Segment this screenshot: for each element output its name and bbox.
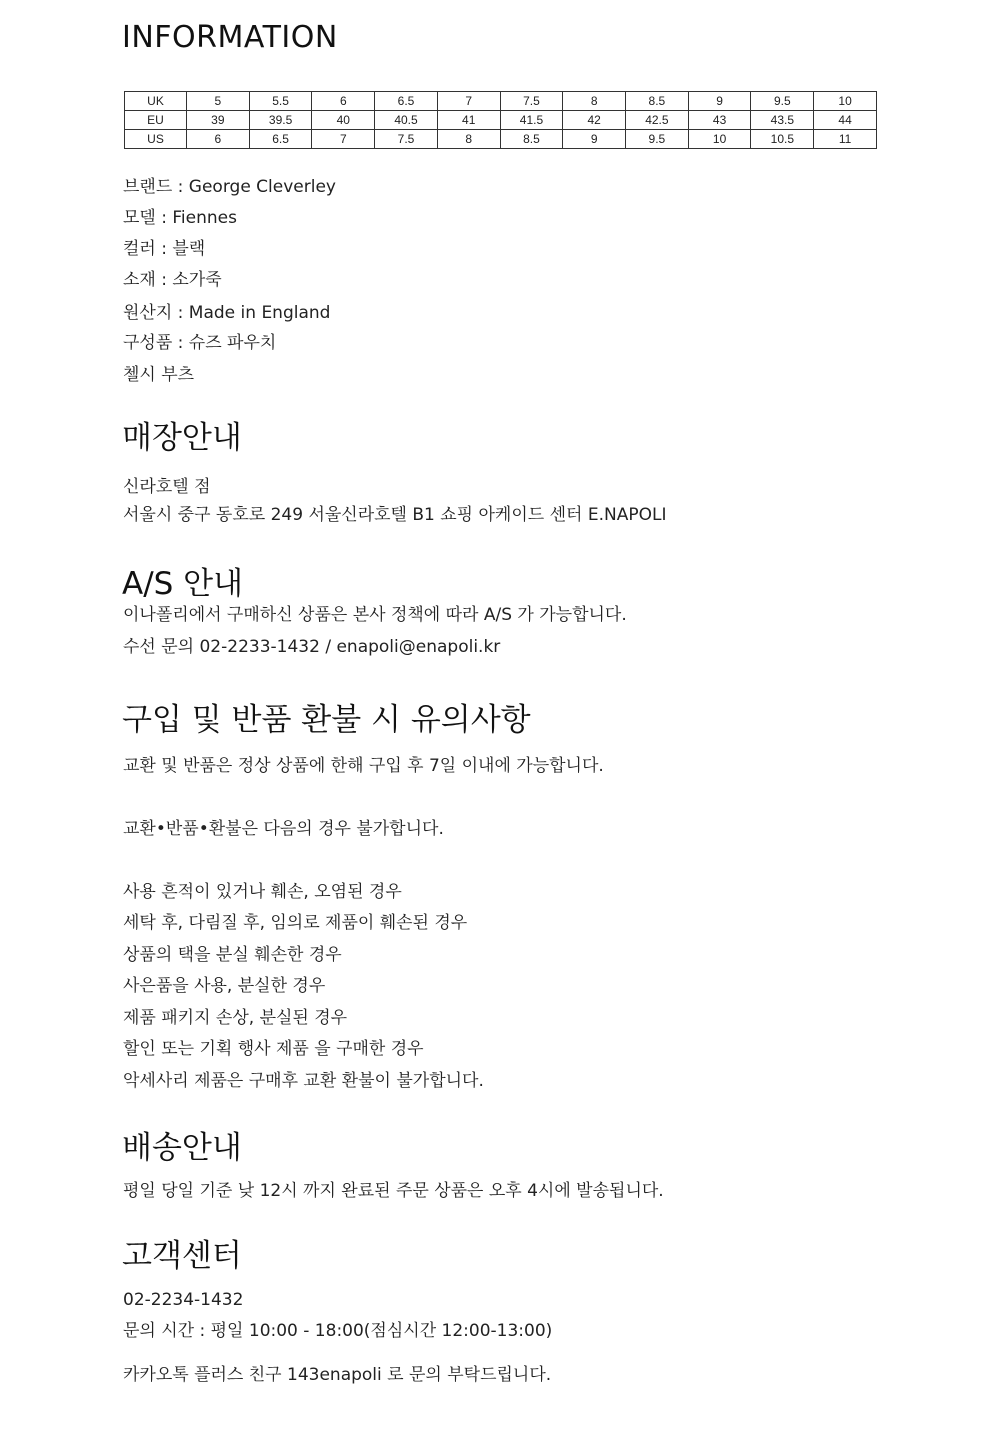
customer-kakao: 카카오톡 플러스 친구 143enapoli 로 문의 부탁드립니다. — [123, 1365, 552, 1385]
returns-case: 상품의 택을 분실 훼손한 경우 — [123, 945, 342, 965]
size-cell: 9 — [563, 130, 626, 149]
size-cell: 7.5 — [500, 92, 563, 111]
size-cell: 40.5 — [375, 111, 438, 130]
size-table — [124, 91, 877, 149]
shipping-text: 평일 당일 기준 낮 12시 까지 완료된 주문 상품은 오후 4시에 발송됩니다. — [123, 1181, 664, 1201]
returns-case: 제품 패키지 손상, 분실된 경우 — [123, 1008, 348, 1028]
size-cell: 10 — [814, 92, 877, 111]
size-cell: 6 — [187, 130, 250, 149]
size-cell: 9.5 — [626, 130, 689, 149]
size-cell: 7 — [312, 130, 375, 149]
size-cell: 44 — [814, 111, 877, 130]
size-cell: 8 — [563, 92, 626, 111]
size-row-label: EU — [125, 111, 187, 130]
detail-origin: 원산지 : Made in England — [123, 303, 331, 323]
size-row-eu — [125, 111, 877, 130]
returns-title: 구입 및 반품 환불 시 유의사항 — [122, 702, 531, 738]
size-row-us — [125, 130, 877, 149]
returns-case: 악세사리 제품은 구매후 교환 환불이 불가합니다. — [123, 1071, 484, 1091]
size-cell: 7 — [437, 92, 500, 111]
size-cell: 7.5 — [375, 130, 438, 149]
size-cell: 5 — [187, 92, 250, 111]
size-row-label: US — [125, 130, 187, 149]
size-cell: 10 — [688, 130, 751, 149]
size-cell: 43.5 — [751, 111, 814, 130]
size-cell: 41 — [437, 111, 500, 130]
store-address: 서울시 중구 동호로 249 서울신라호텔 B1 쇼핑 아케이드 센터 E.NAPOLI — [123, 505, 667, 525]
size-cell: 42 — [563, 111, 626, 130]
detail-type: 첼시 부츠 — [123, 365, 195, 385]
shipping-title: 배송안내 — [122, 1130, 242, 1166]
as-policy: 이나폴리에서 구매하신 상품은 본사 정책에 따라 A/S 가 가능합니다. — [123, 605, 627, 625]
detail-color: 컬러 : 블랙 — [123, 239, 206, 259]
customer-title: 고객센터 — [122, 1238, 242, 1274]
customer-hours: 문의 시간 : 평일 10:00 - 18:00(점심시간 12:00-13:00) — [123, 1321, 553, 1341]
returns-case: 사용 흔적이 있거나 훼손, 오염된 경우 — [123, 882, 402, 902]
returns-intro: 교환 및 반품은 정상 상품에 한해 구입 후 7일 이내에 가능합니다. — [123, 756, 604, 776]
as-title: A/S 안내 — [122, 566, 244, 602]
size-cell: 40 — [312, 111, 375, 130]
returns-case: 세탁 후, 다림질 후, 임의로 제품이 훼손된 경우 — [123, 913, 468, 933]
size-cell: 10.5 — [751, 130, 814, 149]
size-cell: 9.5 — [751, 92, 814, 111]
size-cell: 9 — [688, 92, 751, 111]
size-row-label: UK — [125, 92, 187, 111]
size-cell: 41.5 — [500, 111, 563, 130]
size-cell: 8 — [437, 130, 500, 149]
returns-case: 사은품을 사용, 분실한 경우 — [123, 976, 326, 996]
size-cell: 42.5 — [626, 111, 689, 130]
size-cell: 39.5 — [249, 111, 312, 130]
detail-material: 소재 : 소가죽 — [123, 270, 222, 290]
store-title: 매장안내 — [122, 420, 242, 456]
size-cell: 6.5 — [375, 92, 438, 111]
size-cell: 5.5 — [249, 92, 312, 111]
size-cell: 39 — [187, 111, 250, 130]
size-cell: 43 — [688, 111, 751, 130]
size-cell: 11 — [814, 130, 877, 149]
size-cell: 8.5 — [500, 130, 563, 149]
detail-components: 구성품 : 슈즈 파우치 — [123, 333, 277, 353]
customer-phone: 02-2234-1432 — [123, 1290, 244, 1310]
returns-case: 할인 또는 기획 행사 제품 을 구매한 경우 — [123, 1039, 424, 1059]
information-title: INFORMATION — [122, 20, 338, 55]
size-cell: 6.5 — [249, 130, 312, 149]
as-contact: 수선 문의 02-2233-1432 / enapoli@enapoli.kr — [123, 637, 501, 657]
returns-not-allowed-title: 교환•반품•환불은 다음의 경우 불가합니다. — [123, 819, 444, 839]
store-name: 신라호텔 점 — [123, 477, 211, 497]
detail-model: 모델 : Fiennes — [123, 208, 237, 228]
size-row-uk — [125, 92, 877, 111]
detail-brand: 브랜드 : George Cleverley — [123, 177, 336, 197]
size-cell: 6 — [312, 92, 375, 111]
size-cell: 8.5 — [626, 92, 689, 111]
